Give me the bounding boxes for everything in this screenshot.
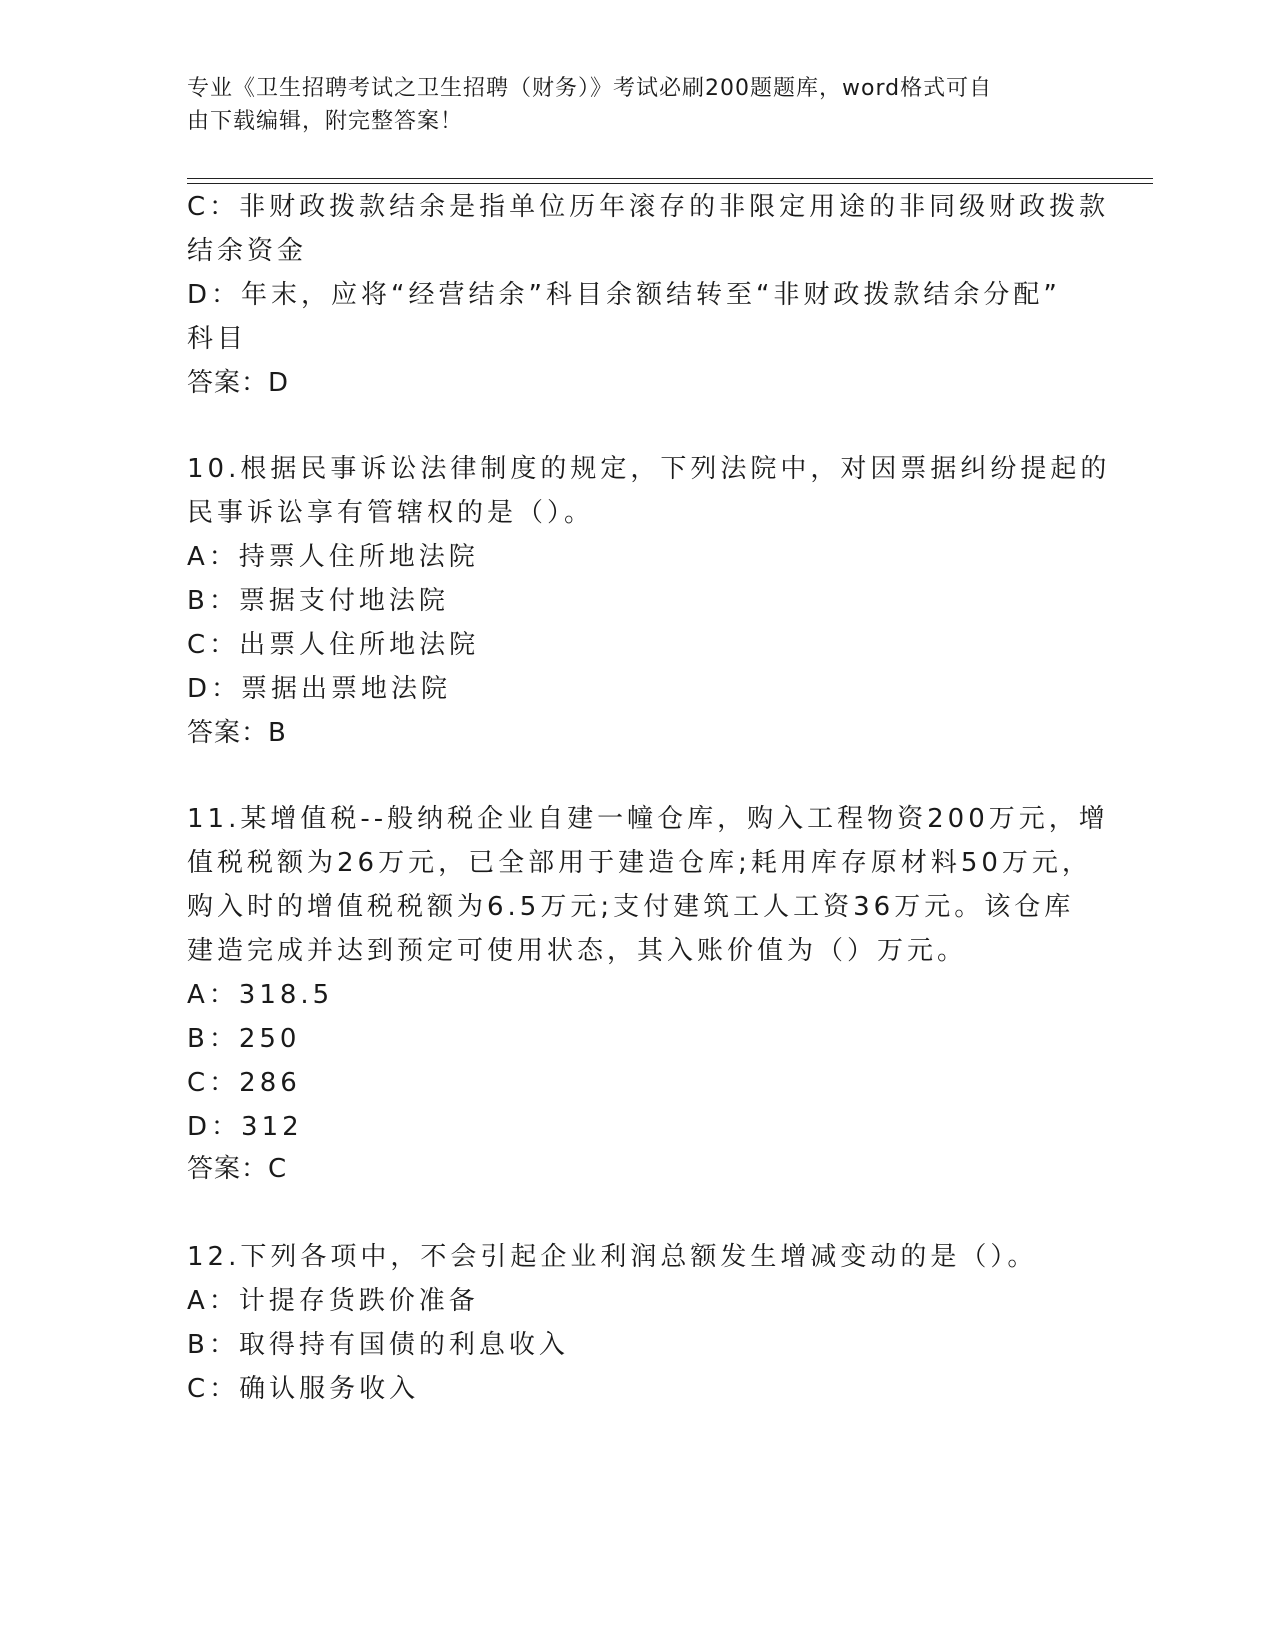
q12-option-c: C：确认服务收入 xyxy=(187,1374,420,1404)
q10-option-d: D：票据出票地法院 xyxy=(187,674,452,704)
q11-option-c: C：286 xyxy=(187,1068,301,1098)
q11-stem-line-2: 值税税额为26万元，已全部用于建造仓库;耗用库存原材料50万元， xyxy=(187,848,1092,878)
q9-option-d-line-2: 科目 xyxy=(187,324,248,354)
q12-stem-line-1: 12.下列各项中，不会引起企业利润总额发生增减变动的是（）。 xyxy=(187,1242,1038,1272)
q11-option-a: A：318.5 xyxy=(187,980,334,1010)
header-line-1: 专业《卫生招聘考试之卫生招聘（财务）》考试必刷200题题库，word格式可自 xyxy=(187,76,993,101)
q12-option-b: B：取得持有国债的利息收入 xyxy=(187,1330,569,1360)
q9-option-d-line-1: D：年末，应将“经营结余”科目余额结转至“非财政拨款结余分配” xyxy=(187,280,1061,310)
q10-option-b: B：票据支付地法院 xyxy=(187,586,449,616)
q10-stem-line-2: 民事诉讼享有管辖权的是（）。 xyxy=(187,498,595,528)
q11-stem-line-4: 建造完成并达到预定可使用状态，其入账价值为（）万元。 xyxy=(187,936,968,966)
q9-answer: 答案：D xyxy=(187,368,290,398)
q9-option-c-line-2: 结余资金 xyxy=(187,236,308,266)
q10-stem-line-1: 10.根据民事诉讼法律制度的规定，下列法院中，对因票据纠纷提起的 xyxy=(187,454,1111,484)
q11-answer: 答案：C xyxy=(187,1154,288,1184)
q11-option-b: B：250 xyxy=(187,1024,301,1054)
q12-option-a: A：计提存货跌价准备 xyxy=(187,1286,479,1316)
q11-stem-line-3: 购入时的增值税税额为6.5万元;支付建筑工人工资36万元。该仓库 xyxy=(187,892,1075,922)
q11-option-d: D：312 xyxy=(187,1112,303,1142)
q11-stem-line-1: 11.某增值税--般纳税企业自建一幢仓库，购入工程物资200万元，增 xyxy=(187,804,1109,834)
q10-option-a: A：持票人住所地法院 xyxy=(187,542,479,572)
header-line-2: 由下载编辑，附完整答案！ xyxy=(187,109,464,134)
header-divider-top xyxy=(187,178,1153,179)
q10-answer: 答案：B xyxy=(187,718,287,748)
header-divider-bottom xyxy=(187,183,1153,184)
q9-option-c-line-1: C：非财政拨款结余是指单位历年滚存的非限定用途的非同级财政拨款 xyxy=(187,192,1110,222)
q10-option-c: C：出票人住所地法院 xyxy=(187,630,480,660)
document-header xyxy=(187,72,1087,138)
